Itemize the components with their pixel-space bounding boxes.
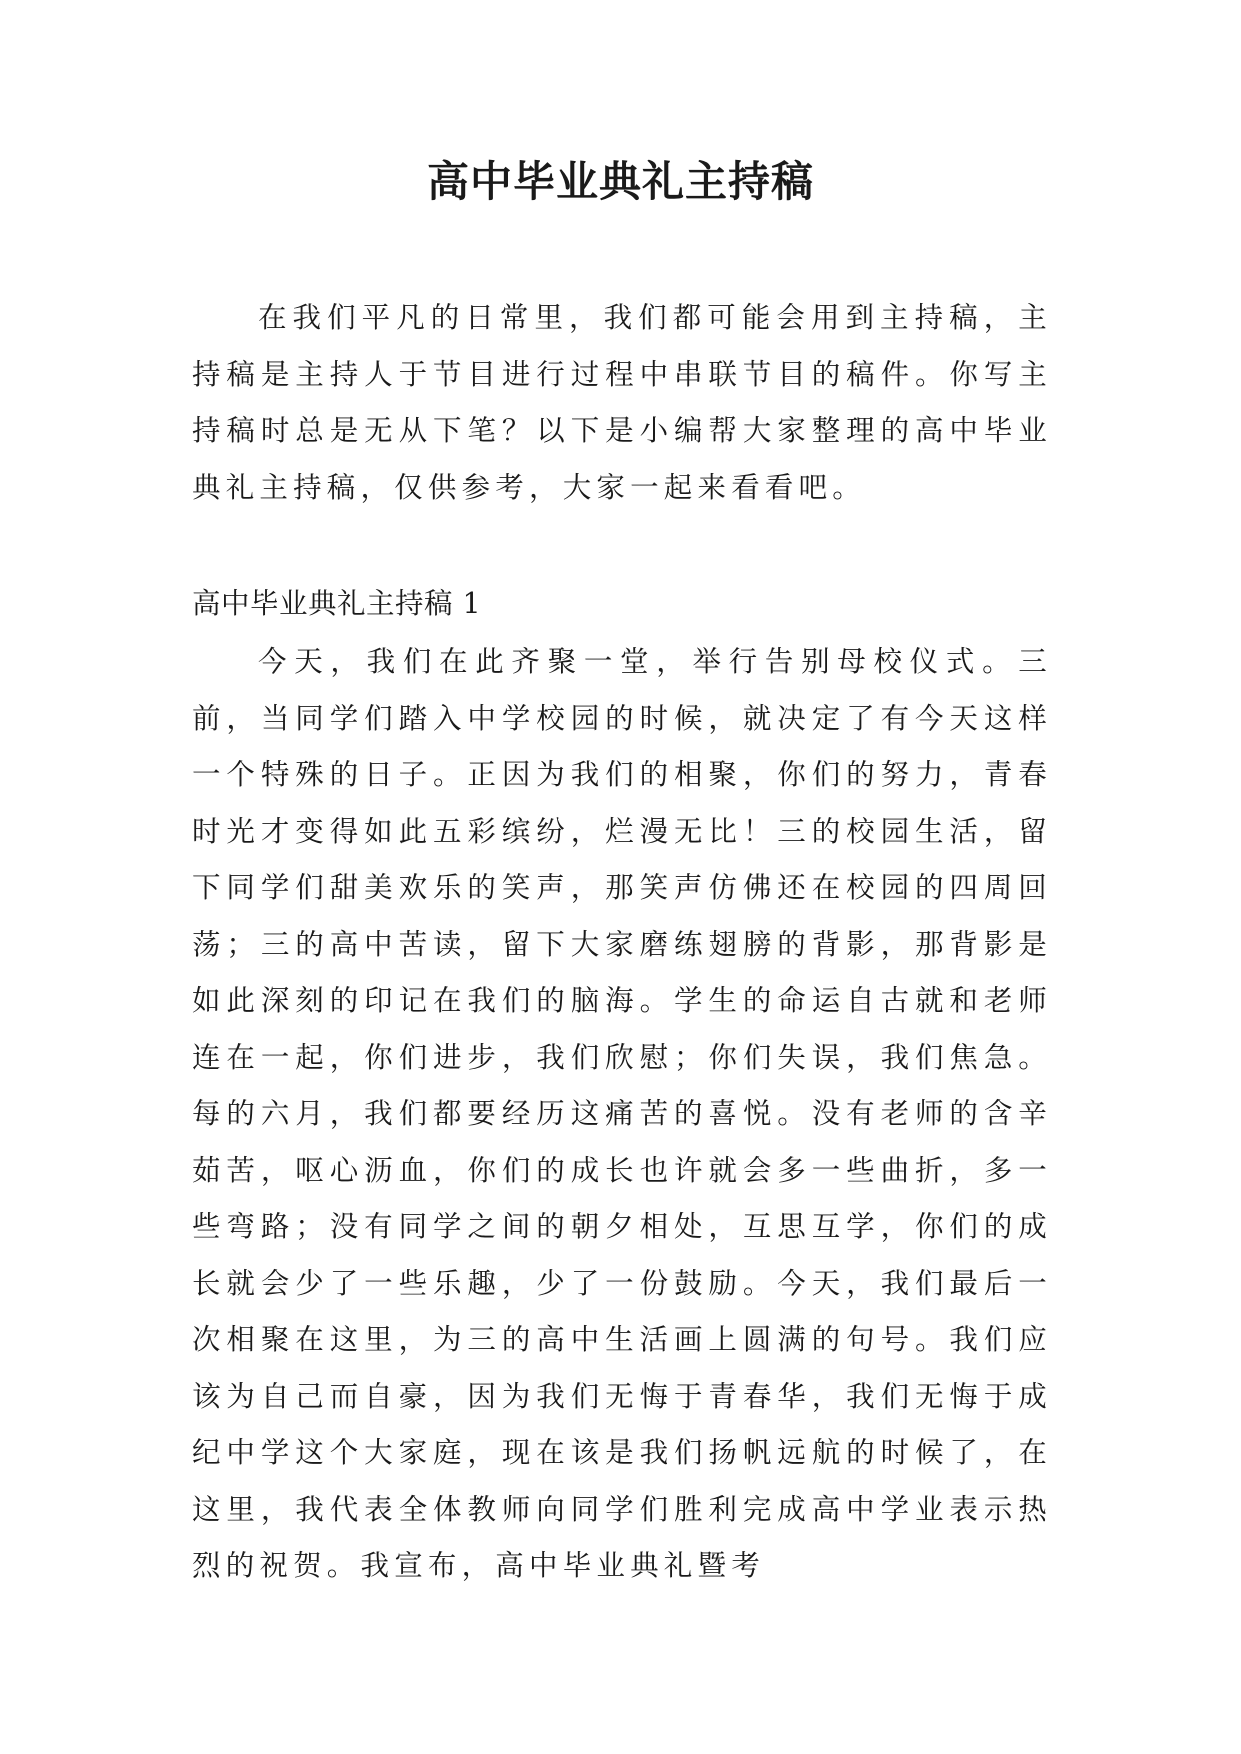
document-title: 高中毕业典礼主持稿 <box>426 157 814 206</box>
section-heading: 高中毕业典礼主持稿 1 <box>192 587 482 620</box>
section-body-paragraph: 今天，我们在此齐聚一堂，举行告别母校仪式。三前，当同学们踏入中学校园的时候，就决定了有今天这样一个特殊的日子。正因为我们的相聚，你们的努力，青春时光才变得如此五彩缤纷，烂漫无比！三的校园生活，留下同学们甜美欢乐的笑声，那笑声仿佛还在校园的四周回荡；三的高中苦读，留下大家磨练翅膀的背影，那背影是如此深刻的印记在我们的脑海。学生的命运自古就和老师连在一起，你们进步，我们欣慰；你们失误，我们焦急。每的六月，我们都要经历这痛苦的喜悦。没有老师的含辛茹苦，呕心沥血，你们的成长也许就会多一些曲折，多一些弯路；没有同学之间的朝夕相处，互思互学，你们的成长就会少了一些乐趣，少了一份鼓励。今天，我们最后一次相聚在这里，为三的高中生活画上圆满的句号。我们应该为自己而自豪，因为我们无悔于青春华，我们无悔于成纪中学这个大家庭，现在该是我们扬帆远航的时候了，在这里，我代表全体教师向同学们胜利完成高中学业表示热烈的祝贺。我宣布，高中毕业典礼暨考 <box>192 645 1052 1582</box>
intro-paragraph: 在我们平凡的日常里，我们都可能会用到主持稿，主持稿是主持人于节目进行过程中串联节目的稿件。你写主持稿时总是无从下笔？以下是小编帮大家整理的高中毕业典礼主持稿，仅供参考，大家一起来看看吧。 <box>192 301 1052 504</box>
